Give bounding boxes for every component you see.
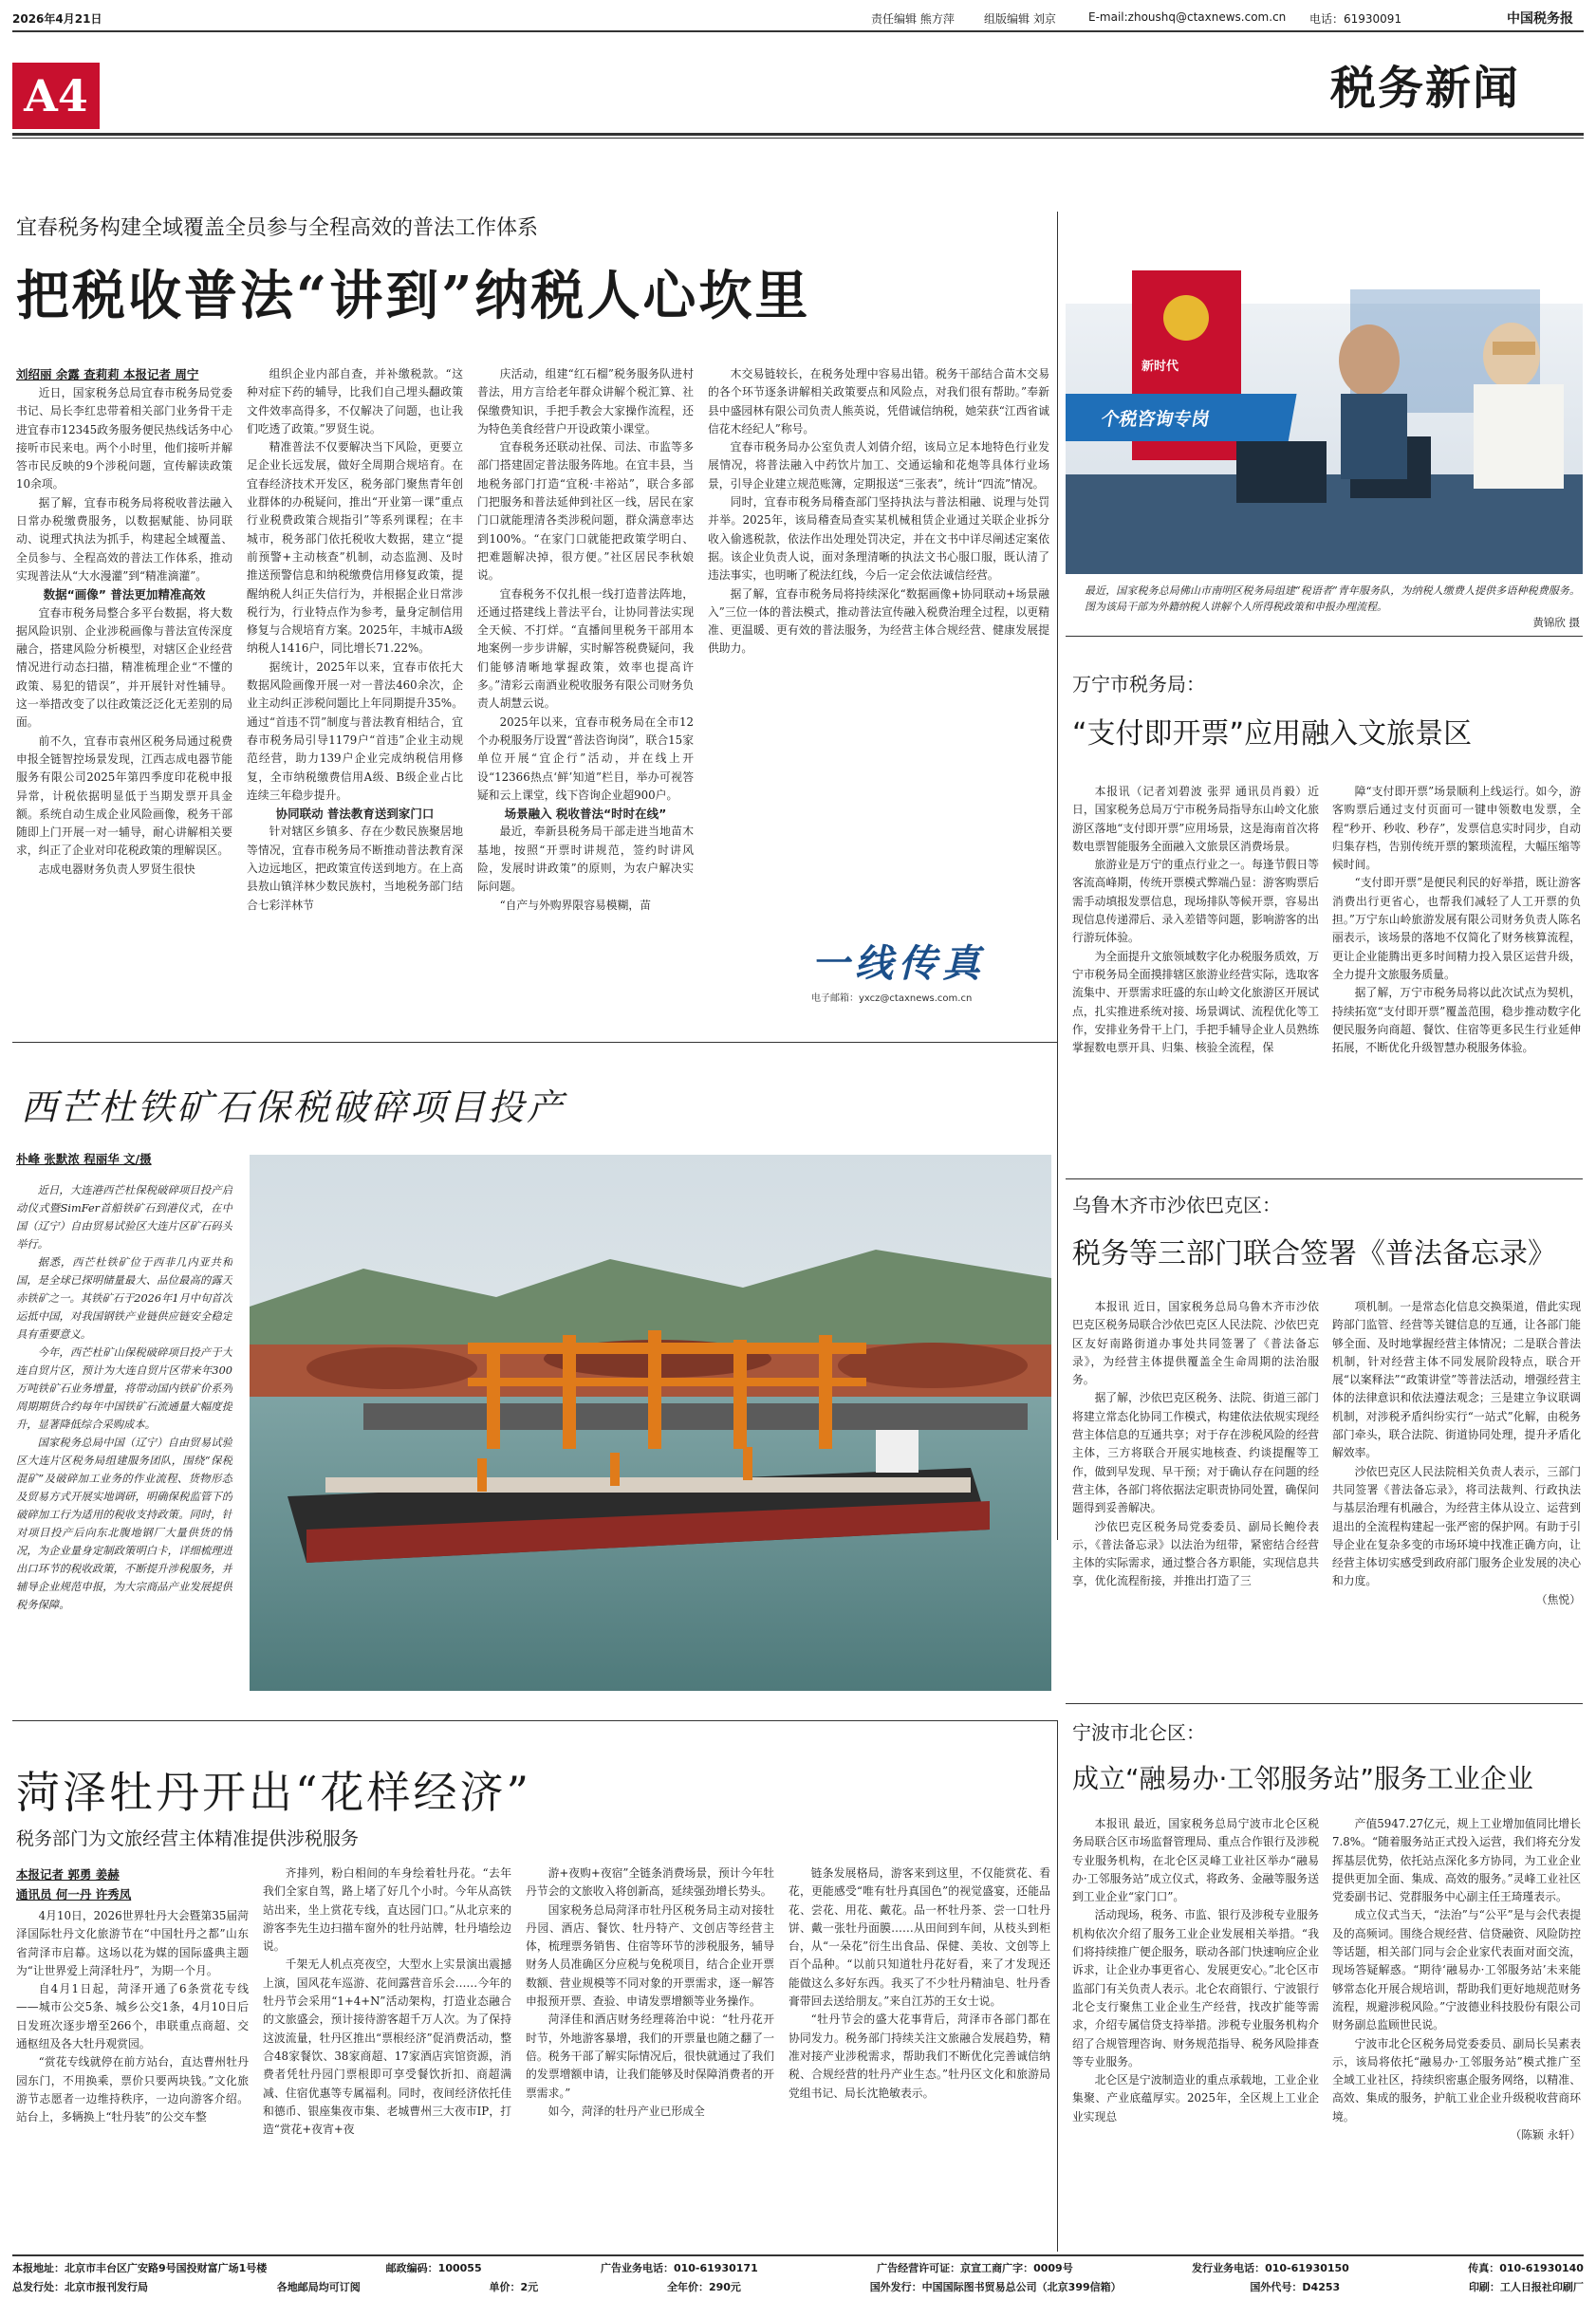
art1-col4 [708, 365, 1049, 802]
rule-urumqi-bottom [1066, 1703, 1583, 1704]
photo-banner-text: 个税咨询专岗 [1099, 409, 1212, 430]
art1-c4-p2: 同时，宜春市税务局稽查部门坚持执法与普法相融、说理与处罚并举。2025年，该局稽查局查实某机械租赁企业通过关联企业拆分收入偷逃税款，依法作出处理处罚决定，并在文书中详尽阐述定案依据。该企业负责人说，面对条理清晰的执法文书心服口服，既认清了违法事实，也明晰了税法红线，今后一定会依法诚信经营。 [708, 495, 1049, 583]
art1-c3b-p0: 最近，奉新县税务局干部走进当地苗木基地，按照“开票时讲规范，签约时讲风险，发展时讲政策”的原则，为农户解决实际问题。 [477, 825, 694, 894]
urumqi-c1-p1: 据了解，沙依巴克区税务、法院、街道三部门将建立常态化协同工作模式，构建依法依规实现经营主体信息的互通共享；对于存在涉税风险的经营主体，三方将联合开展实地核查、约谈提醒等工作，做到早发现、早干预；对于确认存在问题的经营主体，各部门将依据法定职责协同处置，确保问题得到妥善解决。 [1072, 1391, 1319, 1515]
footer-printer: 印刷：工人日报社印刷厂 [1468, 2281, 1584, 2293]
art1-col3 [477, 365, 694, 973]
art1-kicker: 宜春税务构建全域覆盖全员参与全程高效的普法工作体系 [16, 216, 539, 240]
section-title: 税务新闻 [1330, 62, 1521, 115]
art1-c3-p2: 宜春税务不仅扎根一线打造普法阵地，还通过搭建线上普法平台，让协同普法实现全天候、不打烊。“直播间里税务干部用本地案例一步步讲解，实时解答税费疑问，我们能够清晰地掌握政策，效率也提高许多。”清彩云南酒业税收服务有限公司财务负责人胡慧云说。 [477, 586, 694, 711]
footer-rule [12, 2254, 1584, 2256]
wanning-c1-p0: 本报讯（记者刘碧波 张羿 通讯员肖毅）近日，国家税务总局万宁市税务局指导东山岭文化旅游区落地“支付即开票”应用场景，这是海南首次将数电票智能服务全面融入文旅景区消费场景。 [1072, 785, 1319, 853]
rule-art1-bottom [12, 1042, 1057, 1043]
header-email: E-mail:zhoushq@ctaxnews.com.cn [1088, 10, 1287, 24]
footer-subscribe: 各地邮局均可订阅 [276, 2281, 361, 2293]
heze-c3-p2: 菏泽佳和酒店财务经理蒋治中说：“牡丹花开时节，外地游客暴增，我们的开票量也随之翻了一倍。税务干部了解实际情况后，很快就通过了我们的发票增额申请，让我们能够及时保障消费者的开票需求。” [526, 2012, 774, 2100]
art1-c4-p0: 木交易链较长，在税务处理中容易出错。税务干部结合苗木交易的各个环节逐条讲解相关政策要点和风险点，对我们很有帮助。”奉新县中盛园林有限公司负责人熊英说，凭借诚信纳税，她荣获“江西省诚信花木经纪人”称号。 [708, 367, 1049, 436]
art1-c2-p0: 组织企业内部自查，并补缴税款。“这种对症下药的辅导，比我们自己埋头翻政策文件效率高得多，不仅解决了问题，也让我们吃透了政策。”罗贤生说。 [247, 367, 463, 436]
heze-c3-p0: 游+夜购+夜宿”全链条消费场景，预计今年牡丹节会的文旅收入将创新高，延续强劲增长势头。 [526, 1866, 774, 1899]
heze-col3 [526, 1864, 774, 2244]
heze-title: 菏泽牡丹开出“花样经济” [16, 1767, 532, 1818]
ningbo-c1-p2: 北仑区是宁波制造业的重点承载地，工业企业集聚、产业底蕴厚实。2025年，全区规上工业企业实现总 [1072, 2073, 1319, 2124]
urumqi-c1-p2: 沙依巴克区税务局党委委员、副局长鲍伶表示，《普法备忘录》以法治为纽带，紧密结合经营主体的实际需求，通过整合各方职能，实现信息共享，优化流程衔接，并推出打造了三 [1072, 1519, 1319, 1588]
rule-xizhi-bottom [12, 1720, 1057, 1721]
art1-byline [16, 365, 232, 382]
ningbo-c1-p1: 活动现场，税务、市监、银行及涉税专业服务机构依次介绍了服务工业企业发展相关举措。“我们将持续推广便企服务，联动各部门快速响应企业诉求，让企业办事更省心、发展更安心。”北仑区市监部门有关负责人表示。北仑农商银行、宁波银行北仑支行聚焦工业企业生产经营，找改扩能等需求，介绍专属信贷支持举措。涉税专业服务机构介绍了合规管理咨询、财务规范指导、税务风险排查等专业服务。 [1072, 1908, 1319, 2068]
xizhi-p2: 今年，西芒杜矿山保税破碎项目投产于大连自贸片区，预计为大连自贸片区带来年300万吨铁矿石业务增量，将带动国内铁矿价系列周期期货合约每年中国铁矿石流通量大幅度提升，显著降低综合采购成本。 [16, 1346, 232, 1431]
footer-foreign-code: 国外代号：D4253 [1250, 2281, 1341, 2293]
heze-c4-p0: 链条发展格局，游客来到这里，不仅能赏花、看花，更能感受“唯有牡丹真国色”的视觉盛宴，还能品花、尝花、用花、戴花。品一杯牡丹茶、尝一口牡丹饼、戴一张牡丹面膜……从田间到车间，从枝头到柜台，从“一朵花”衍生出食品、保健、美妆、文创等上百个品种。“以前只知道牡丹花好看，来了才发现还能做这么多好东西。我买了不少牡丹精油皂、牡丹香膏带回去送给朋友。”来自江苏的王女士说。 [789, 1866, 1050, 2009]
port-photo [250, 1155, 1051, 1691]
photo-sign-text: 新时代 [1141, 360, 1179, 374]
rule-wanning-bottom [1066, 1178, 1583, 1179]
wanning-c2-p1: “支付即开票”是便民利民的好举措，既让游客消费出行更省心，也帮我们减轻了人工开票的负担。”万宁东山岭旅游发展有限公司财务负责人陈名丽表示，该场景的落地不仅简化了财务核算流程，更让企业能腾出更多时间精力投入景区运营升级，全力提升文旅服务质量。 [1332, 876, 1581, 981]
urumqi-c2-p0: 项机制。一是常态化信息交换渠道，借此实现跨部门监管、经营等关键信息的互通，让各部门能够全面、及时地掌握经营主体情况；二是联合普法机制，针对经营主体不同发展阶段特点，联合开展“以案释法”“政策讲堂”等普法活动，增强经营主体的法律意识和依法遵法观念；三是建立争议联调机制，对涉税矛盾纠纷实行“一站式”化解，由税务部门牵头，联合法院、街道协同处理，提升矛盾化解效率。 [1332, 1300, 1581, 1460]
footer-price: 单价：2元 [489, 2281, 539, 2293]
column-stamp-email: 电子邮箱：yxcz@ctaxnews.com.cn [811, 993, 973, 1004]
ningbo-c2-p0: 产值5947.27亿元，规上工业增加值同比增长7.8%。“随着服务站正式投入运营，我们将充分发挥基层优势，依托站点深化多方协同，为工业企业提供更加全面、集成、高效的服务。”灵峰工业社区党委副书记、党群服务中心副主任王琦瑾表示。 [1332, 1817, 1581, 1904]
art1-c1b-p0: 宜春市税务局整合多平台数据，将大数据风险识别、企业涉税画像与普法宣传深度融合，搭建风险分析模型，对辖区企业经营情况进行动态扫描，精准梳理企业“不懂的政策、易犯的错误”，并开展针对性辅导。这一举措改变了以往政策泛泛化无差别的局面。 [16, 605, 232, 730]
heze-c2-p1: 千架无人机点亮夜空，大型水上实景演出震撼上演，国风花车巡游、花间露营音乐会……今年的牡丹节会采用“1+4+N”活动架构，打造业态融合的文旅盛会，预计接待游客超千万人次。为了保持这波流量，牡丹区推出“票根经济”促消费活动，整合48家餐饮、38家商超、17家酒店宾馆资源，消费者凭牡丹园门票根即可享受餐饮折扣、商超满减、住宿优惠等专属福利。同时，夜间经济依托佳和德币、银座集夜市集、老城曹州三大夜市IP，打造“赏花+夜宵+夜 [263, 1957, 511, 2137]
vertical-rule-top [1057, 212, 1058, 1540]
xizhi-text [16, 1181, 232, 1713]
urumqi-col2 [1332, 1298, 1581, 1697]
heze-c2-p0: 齐排列，粉白相间的车身绘着牡丹花。“去年我们全家自驾，路上堵了好几个小时。今年从高铁站出来，坐上赏花专线，直达园门口。”从北京来的游客李先生边扫描车窗外的牡丹站牌，牡丹墙绘边说。 [263, 1866, 511, 1954]
art1-c4-p1: 宜春市税务局办公室负责人刘倩介绍，该局立足本地特色行业发展情况，将普法融入中药饮片加工、交通运输和花炮等具体行业场景，引导企业建立规范账簿，定期报送“三张表”，统计“四流”情况。 [708, 440, 1049, 491]
vertical-rule-bottom [1057, 1720, 1058, 2252]
art1-c3-p3: 2025年以来，宜春市税务局在全市12个办税服务厅设置“普法咨询岗”，联合15家单位开展“宜企行”活动，并在线上开设“12366热点‘鲜’知道”栏目，举办可视答疑和云上课堂，线下咨询企业超900户。 [477, 714, 694, 802]
wanning-c2-p2: 据了解，万宁市税务局将以此次试点为契机，持续拓宽“支付即开票”覆盖范围，稳步推动数字化便民服务向商超、餐饮、住宿等更多民生行业延伸拓展，不断优化升级智慧办税服务体验。 [1332, 986, 1581, 1055]
art1-c1b-p1: 前不久，宜春市袁州区税务局通过税费申报全链智控场景发现，江西志成电器节能服务有限公司2025年第四季度印花税申报异常，计税依据明显低于当期发票开具金额。系统自动生成企业风险画像，税务干部随即上门开展一对一辅导，耐心讲解相关要求，纠正了企业对印花税政策的理解误区。 [16, 733, 232, 858]
art1-byline-text: 刘绍丽 余露 查莉莉 本报记者 周宁 [16, 367, 199, 381]
photo1-credit: 黄锦欣 摄 [1532, 616, 1580, 629]
heze-c1-p0: 4月10日，2026世界牡丹大会暨第35届菏泽国际牡丹文化旅游节在“中国牡丹之都”山东省菏泽市启幕。这场以花为媒的国际盛典主题为“让世界爱上菏泽牡丹”，为期一个月。 [16, 1909, 249, 1977]
heze-c1-p1: 自4月1日起，菏泽开通了6条赏花专线——城市公交5条、城乡公交1条，4月10日后日发班次逐步增至266个，串联重点商超、交通枢纽及各大牡丹观赏园。 [16, 1982, 249, 2051]
art1-c3-p1: 宜春税务还联动社保、司法、市监等多部门搭建固定普法服务阵地。在宜丰县，当地税务部门打造“宜税·丰裕站”，联合多部门把服务和普法延伸到社区一线，居民在家门口就能理清各类涉税问题，群众满意率达到100%。“在家门口就能把政策学明白、把难题解决掉，很方便。”社区居民李秋娘说。 [477, 440, 694, 583]
urumqi-c2-p1: 沙依巴克区人民法院相关负责人表示，三部门共同签署《普法备忘录》，将司法裁判、行政执法与基层治理有机融合，为经营主体从设立、运营到退出的全流程构建起一张严密的保护网。有助于引导企业在复杂多变的市场环境中找准正确方向，让经营主体切实感受到政府部门服务企业发展的决心和力度。 [1332, 1464, 1581, 1588]
art1-title: 把税收普法“讲到”纳税人心坎里 [16, 265, 811, 327]
footer-fax: 传真：010-61930140 [1468, 2262, 1584, 2274]
tax-service-photo [1066, 251, 1583, 574]
masthead-rule [12, 133, 1584, 136]
wanning-c2-p0: 障“支付即开票”场景顺利上线运行。如今，游客购票后通过支付页面可一键申领数电发票，全程“秒开、秒收、秒存”，发票信息实时同步，自动归集存档，告别传统开票的繁琐流程，大幅压缩等候时间。 [1332, 785, 1581, 872]
ningbo-col2 [1332, 1815, 1581, 2244]
art1-c2-p2: 据统计，2025年以来，宜春市依托大数据风险画像开展一对一普法460余次，企业主动纠正涉税问题比上年同期提升35%。通过“首违不罚”制度与普法教育相结合，宜春市税务局引导1179户“首违”企业主动规范经营，助力139户企业完成纳税信用修复，全市纳税缴费信用A级、B级企业占比连续三年稳步提升。 [247, 659, 463, 802]
heze-col4 [789, 1864, 1050, 2244]
xizhi-byline-text: 朴峰 张默浓 程丽华 文/摄 [16, 1152, 152, 1166]
port-photo-svg [250, 1155, 1051, 1691]
ningbo-c2-credit: （陈颖 永轩） [1510, 2128, 1581, 2142]
heze-byline-2: 通讯员 何一丹 许秀凤 [16, 1887, 132, 1901]
column-stamp-title: 一线传真 [811, 941, 986, 986]
wanning-kicker: 万宁市税务局： [1072, 673, 1205, 696]
art1-subhead-1: 数据“画像” 普法更加精准高效 [43, 587, 206, 603]
urumqi-title: 税务等三部门联合签署《普法备忘录》 [1072, 1237, 1556, 1271]
art1-c3-p0: 庆活动，组建“红石榴”税务服务队进村普法，用方言给老年群众讲解个税汇算、社保缴费知识，手把手教会大家操作流程，还为特色美食经营户开设政策小课堂。 [477, 367, 694, 436]
photo1-caption-text: 最近，国家税务总局佛山市南明区税务局组建“税语者”青年服务队，为纳税人缴费人提供多语种税费服务。图为该局干部为外籍纳税人讲解个人所得税政策和申报办理流程。 [1085, 584, 1580, 613]
rule-photo-bottom [1066, 636, 1583, 637]
header-phone: 电话：61930091 [1309, 12, 1402, 26]
art1-col2 [247, 365, 463, 973]
heze-c3-p1: 国家税务总局菏泽市牡丹区税务局主动对接牡丹园、酒店、餐饮、牡丹特产、文创店等经营主体，梳理票务销售、住宿等环节的涉税服务，辅导财务人员准确区分应税与免税项目，结合企业开票数额、营业规模等不同对象的开票需求，逐一解答申报预开票、查验、申请发票增额等业务操作。 [526, 1902, 774, 2009]
ningbo-c1-p0: 本报讯 最近，国家税务总局宁波市北仑区税务局联合区市场监督管理局、重点合作银行及涉税专业服务机构，在北仑区灵峰工业社区举办“融易办·工邻服务站”成立仪式，将政务、金融等服务送到工业企业“家门口”。 [1072, 1817, 1319, 1904]
heze-col1 [16, 1907, 249, 2243]
wanning-c1-p1: 旅游业是万宁的重点行业之一。每逢节假日等客流高峰期，传统开票模式弊端凸显：游客购票后需手动填报发票信息，现场排队等候开票，容易出现信息传递滞后、录入差错等问题，影响游客的出行游玩体验。 [1072, 858, 1319, 945]
footer-annual-price: 全年价：290元 [666, 2281, 741, 2293]
urumqi-c1-p0: 本报讯 近日，国家税务总局乌鲁木齐市沙依巴克区税务局联合沙依巴克区人民法院、沙依巴克区友好南路街道办事处共同签署了《普法备忘录》，为经营主体提供覆盖全生命周期的法治服务。 [1072, 1300, 1319, 1387]
heze-c4-p1: “牡丹节会的盛大花事背后，菏泽市各部门都在协同发力。税务部门持续关注文旅融合发展趋势，精准对接产业涉税需求，帮助我们不断优化完善诚信纳税、合规经营的牡丹产业生态。”牡丹区文化和旅游局党组书记、局长沈艳敏表示。 [789, 2012, 1050, 2100]
heze-col2 [263, 1864, 511, 2244]
wanning-col1 [1072, 783, 1319, 1172]
heze-subtitle: 税务部门为文旅经营主体精准提供涉税服务 [16, 1828, 360, 1849]
ningbo-kicker: 宁波市北仑区： [1072, 1721, 1205, 1744]
footer-row2 [12, 2279, 1584, 2294]
paper-name: 中国税务报 [1507, 11, 1573, 27]
art1-c1b-p2: 志成电器财务负责人罗贤生很快 [38, 862, 195, 876]
xizhi-byline [16, 1150, 152, 1167]
ningbo-col1 [1072, 1815, 1319, 2244]
page-number-text: A4 [24, 70, 88, 121]
footer-ad-license: 广告经营许可证：京宣工商广字：0009号 [877, 2262, 1073, 2274]
xizhi-title: 西芒杜铁矿石保税破碎项目投产 [21, 1086, 566, 1128]
art1-c3b-p1: “自产与外购界限容易模糊，苗 [499, 898, 651, 912]
header-designer: 组版编辑 刘京 [984, 12, 1056, 26]
heze-byline-1: 本报记者 郭勇 姜赫 [16, 1867, 120, 1882]
wanning-c1-p2: 为全面提升文旅领域数字化办税服务质效，万宁市税务局全面摸排辖区旅游业经营实际，选取客流集中、开票需求旺盛的东山岭文化旅游区开展试点，扎实推进系统对接、场景调试、流程优化等工作，安排业务骨干上门，手把手辅导企业人员熟练掌握数电票开具、归集、核验全流程，保 [1072, 949, 1319, 1055]
footer-address: 本报地址：北京市丰台区广安路9号国投财富广场1号楼 [12, 2262, 268, 2274]
footer-row1 [12, 2260, 1584, 2275]
page-number [12, 63, 100, 129]
masthead-rule-thin [12, 138, 1584, 139]
art1-c2b-p0: 针对辖区乡镇多、存在少数民族聚居地等情况，宜春市税务局不断推动普法教育深入边远地区，把政策宣传送到地方。在上高县敖山镇洋林少数民族村，当地税务部门结合七彩洋林节 [247, 825, 463, 912]
wanning-col2 [1332, 783, 1581, 1172]
footer-postcode: 邮政编码：100055 [385, 2262, 482, 2274]
art1-c4-p3: 据了解，宜春市税务局将持续深化“数据画像+协同联动+场景融入”三位一体的普法模式，推动普法宣传融入税费治理全过程，以更精准、更温暖、更有效的普法服务，为经营主体合规经营、健康发展提供助力。 [708, 586, 1049, 656]
urumqi-col1 [1072, 1298, 1319, 1697]
heze-c1-p2: “赏花专线就停在前方站台，直达曹州牡丹园东门，不用换乘，票价只要两块钱。”文化旅游节志愿者一边维持秩序，一边向游客介绍。站台上，多辆换上“牡丹装”的公交车整 [16, 2055, 249, 2124]
header-rule [12, 30, 1584, 32]
header-date: 2026年4月21日 [12, 12, 102, 26]
wanning-title: “支付即开票”应用融入文旅景区 [1072, 717, 1473, 751]
footer-foreign-dist: 国外发行：中国国际图书贸易总公司（北京399信箱） [869, 2281, 1122, 2293]
heze-c3-p3: 如今，菏泽的牡丹产业已形成全 [547, 2104, 705, 2118]
footer-publisher: 总发行处：北京市报刊发行局 [12, 2281, 148, 2293]
urumqi-c2-credit: （焦悦） [1535, 1592, 1581, 1606]
header-editors: 责任编辑 熊方萍 [871, 12, 955, 26]
footer-distribution-phone: 发行业务电话：010-61930150 [1192, 2262, 1349, 2274]
art1-c1-p1: 据了解，宜春市税务局将税收普法融入日常办税缴费服务，以数据赋能、协同联动、说理式执法为抓手，构建起全域覆盖、全员参与、全程高效的普法工作体系，推动实现普法从“大水漫灌”到“精准滴灌”。 [16, 495, 232, 583]
xizhi-p1: 据悉，西芒杜铁矿位于西非几内亚共和国，是全球已探明储量最大、品位最高的露天赤铁矿之一。其铁矿石于2026年1月中旬首次运抵中国，对我国钢铁产业链供应链安全稳定具有重要意义。 [16, 1256, 232, 1341]
ningbo-c2-p1: 成立仪式当天，“法治”与“公平”是与会代表提及的高频词。围绕合规经营、信贷融资、风险防控等话题，相关部门同与会企业家代表面对面交流，现场答疑解惑。“期待‘融易办·工邻服务站’未来能够常态化开展合规培训，帮助我们更好地规范财务流程，规避涉税风险。”宁波德业科技股份有限公司财务副总监顾世民说。 [1332, 1908, 1581, 2032]
xizhi-p3: 国家税务总局中国（辽宁）自由贸易试验区大连片区税务局组建服务团队，围绕“保税混矿”及破碎加工业务的作业流程、货物形态及贸易方式开展实地调研，明确保税监管下的破碎加工行为适用的税收支持政策。同时，针对项目投产后向东北腹地钢厂大量供货的情况，为企业量身定制政策明白卡，详细梳理进出口环节的税收政策，不断提升涉税服务，并辅导企业规范申报，为大宗商品产业发展提供税务保障。 [16, 1437, 232, 1611]
photo1-caption [1085, 583, 1580, 631]
art1-subhead-2: 协同联动 普法教育送到家门口 [275, 807, 435, 822]
art1-c2-p1: 精准普法不仅要解决当下风险，更要立足企业长远发展，做好全周期合规培育。在宜春经济技术开发区，税务部门聚焦青年创业群体的办税疑问，推出“开业第一课”重点行业税费政策合规指引”等系列课程；在丰城市，税务部门依托税收大数据，建立“提前预警+主动核查”机制，动态监测、及时推送预警信息和纳税缴费信用修复政策，提醒纳税人纠正失信行为，并根据企业日常涉税行为，行业特点作为参考，量身定制信用修复与合规培育方案。2025年，丰城市A级纳税人1416户，同比增长71.22%。 [247, 440, 463, 656]
ningbo-c2-p2: 宁波市北仑区税务局党委委员、副局长吴素表示，该局将依托“融易办·工邻服务站”模式推广至全域工业社区，持续织密惠企服务网络，以精准、高效、集成的服务，护航工业企业升级税收营商环境。 [1332, 2036, 1581, 2124]
xizhi-p0: 近日，大连港西芒杜保税破碎项目投产启动仪式暨SimFer首船铁矿石到港仪式，在中国（辽宁）自由贸易试验区大连片区矿石码头举行。 [16, 1184, 232, 1251]
art1-c1-p0: 近日，国家税务总局宜春市税务局党委书记、局长李红忠带着相关部门业务骨干走进宜春市12345政务服务便民热线话务中心接听市民来电。两个小时里，他们接听并解答市民反映的9个涉税问题，宣传解读政策10余项。 [16, 386, 232, 492]
column-stamp [811, 934, 1034, 1004]
ningbo-title: 成立“融易办·工邻服务站”服务工业企业 [1072, 1763, 1533, 1794]
art1-col1 [16, 384, 232, 973]
urumqi-kicker: 乌鲁木齐市沙依巴克区： [1072, 1194, 1281, 1216]
art1-subhead-3: 场景融入 税收普法“时时在线” [504, 807, 667, 822]
heze-byline [16, 1864, 131, 1904]
footer-ad-phone: 广告业务电话：010-61930171 [600, 2262, 758, 2274]
